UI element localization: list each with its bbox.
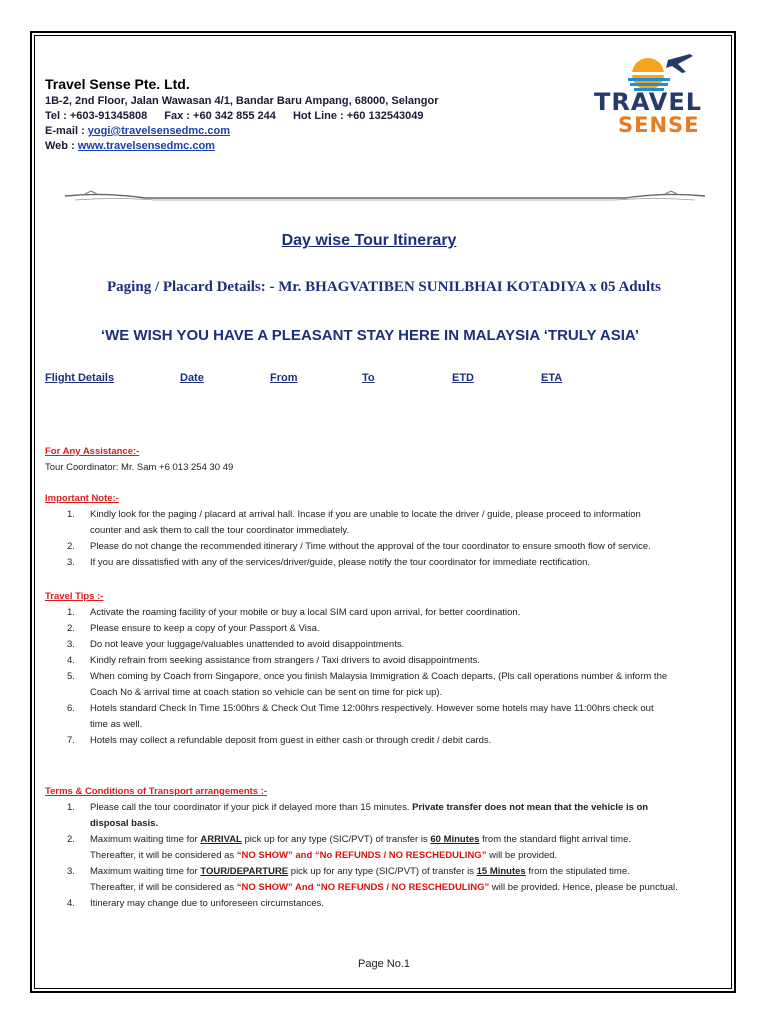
transport-terms-section — [45, 784, 725, 912]
list-item: Thereafter, it will be considered as “NO SHOW” and “No REFUNDS / NO RESCHEDULING” will be provided. — [90, 850, 558, 861]
list-item: 3. If you are dissatisfied with any of the services/driver/guide, please notify the tour coordinator for immediate rectification. — [67, 557, 591, 568]
web-link[interactable]: www.travelsensedmc.com — [77, 140, 215, 152]
list-item: 3. Maximum waiting time for TOUR/DEPARTURE pick up for any type (SIC/PVT) of transfer is 15 Minutes from the stipulated time. — [67, 866, 630, 877]
placard-details: Paging / Placard Details: - Mr. BHAGVATIBEN SUNILBHAI KOTADIYA x 05 Adults — [107, 279, 661, 295]
list-item: 4. Itinerary may change due to unforeseen circumstances. — [67, 898, 324, 909]
logo-word-sense: SENSE — [618, 113, 700, 137]
list-item: 7. Hotels may collect a refundable deposit from guest in either cash or through credit / debit cards. — [67, 735, 492, 746]
web-label: Web : — [45, 140, 78, 152]
company-header — [45, 74, 565, 154]
flight-header-eta: ETA — [541, 372, 563, 384]
logo-word-travel: TRAVEL — [594, 88, 703, 116]
list-item: 1. Activate the roaming facility of your mobile or buy a local SIM card upon arrival, for better coordination. — [67, 607, 521, 618]
list-item: Coach No & arrival time at coach station so vehicle can be sent on time for pick up). — [90, 687, 443, 698]
flight-header-etd: ETD — [452, 372, 474, 384]
travel-tips-title: Travel Tips :- — [45, 591, 104, 602]
list-item: time as well. — [90, 719, 143, 730]
list-item: 2. Please ensure to keep a copy of your Passport & Visa. — [67, 623, 320, 634]
document-title: Day wise Tour Itinerary — [281, 232, 457, 249]
list-item: 1. Please call the tour coordinator if your pick if delayed more than 15 minutes. Private transfer does not mean that the vehicle is on — [67, 802, 649, 813]
company-address: 1B-2, 2nd Floor, Jalan Wawasan 4/1, Bandar Baru Ampang, 68000, Selangor — [45, 95, 439, 107]
flight-header-flight-details: Flight Details — [45, 372, 115, 384]
list-item: 1. Kindly look for the paging / placard at arrival hall. Incase if you are unable to locate the driver / guide, please proceed to information — [67, 509, 641, 520]
company-name: Travel Sense Pte. Ltd. — [45, 76, 190, 92]
travel-tips-section — [45, 589, 725, 749]
list-item: counter and ask them to call the tour coordinator immediately. — [90, 525, 350, 536]
assistance-title: For Any Assistance:- — [45, 446, 140, 457]
list-item: 4. Kindly refrain from seeking assistance from strangers / Taxi drivers to avoid disappointments. — [67, 655, 481, 666]
list-item: Thereafter, if will be considered as “NO SHOW” And “NO REFUNDS / NO RESCHEDULING” will be provided. Hence, please be punctual. — [90, 882, 678, 893]
list-item: 2. Maximum waiting time for ARRIVAL pick up for any type (SIC/PVT) of transfer is 60 Minutes from the standard flight arrival time. — [67, 834, 632, 845]
list-item: 6. Hotels standard Check In Time 15:00hrs & Check Out Time 12:00hrs respectively. However some hotels may have 11:00hrs check out — [67, 703, 654, 714]
flight-header-date: Date — [180, 372, 204, 384]
company-fax: Fax : +60 342 855 244 — [164, 110, 276, 122]
company-email-line — [45, 124, 565, 139]
email-link[interactable]: yogi@travelsensedmc.com — [87, 125, 230, 137]
assistance-text: Tour Coordinator: Mr. Sam +6 013 254 30 49 — [45, 462, 234, 473]
email-label: E-mail : — [45, 125, 88, 137]
decorative-divider — [65, 188, 705, 208]
company-hotline: Hot Line : +60 132543049 — [292, 110, 424, 122]
transport-terms-title: Terms & Conditions of Transport arrangements :- — [45, 786, 268, 797]
flight-header-to: To — [362, 372, 375, 384]
important-note-title: Important Note:- — [45, 493, 119, 504]
page-number: Page No.1 — [358, 958, 410, 970]
list-item: 2. Please do not change the recommended itinerary / Time without the approval of the tour coordinator to ensure smooth flow of service. — [67, 541, 651, 552]
assistance-section — [45, 444, 725, 476]
welcome-message: ‘WE WISH YOU HAVE A PLEASANT STAY HERE IN MALAYSIA ‘TRULY ASIA’ — [100, 327, 640, 344]
company-tel: Tel : +603-91345808 — [45, 110, 148, 122]
flight-header-from: From — [270, 372, 298, 384]
important-note-section — [45, 491, 725, 571]
list-item: 5. When coming by Coach from Singapore, once you finish Malaysia Immigration & Coach departs, (Pls call operations number & inform the — [67, 671, 668, 682]
company-web-line — [45, 139, 565, 154]
list-item: disposal basis. — [90, 818, 159, 829]
list-item: 3. Do not leave your luggage/valuables unattended to avoid disappointments. — [67, 639, 405, 650]
company-phones — [45, 109, 565, 124]
